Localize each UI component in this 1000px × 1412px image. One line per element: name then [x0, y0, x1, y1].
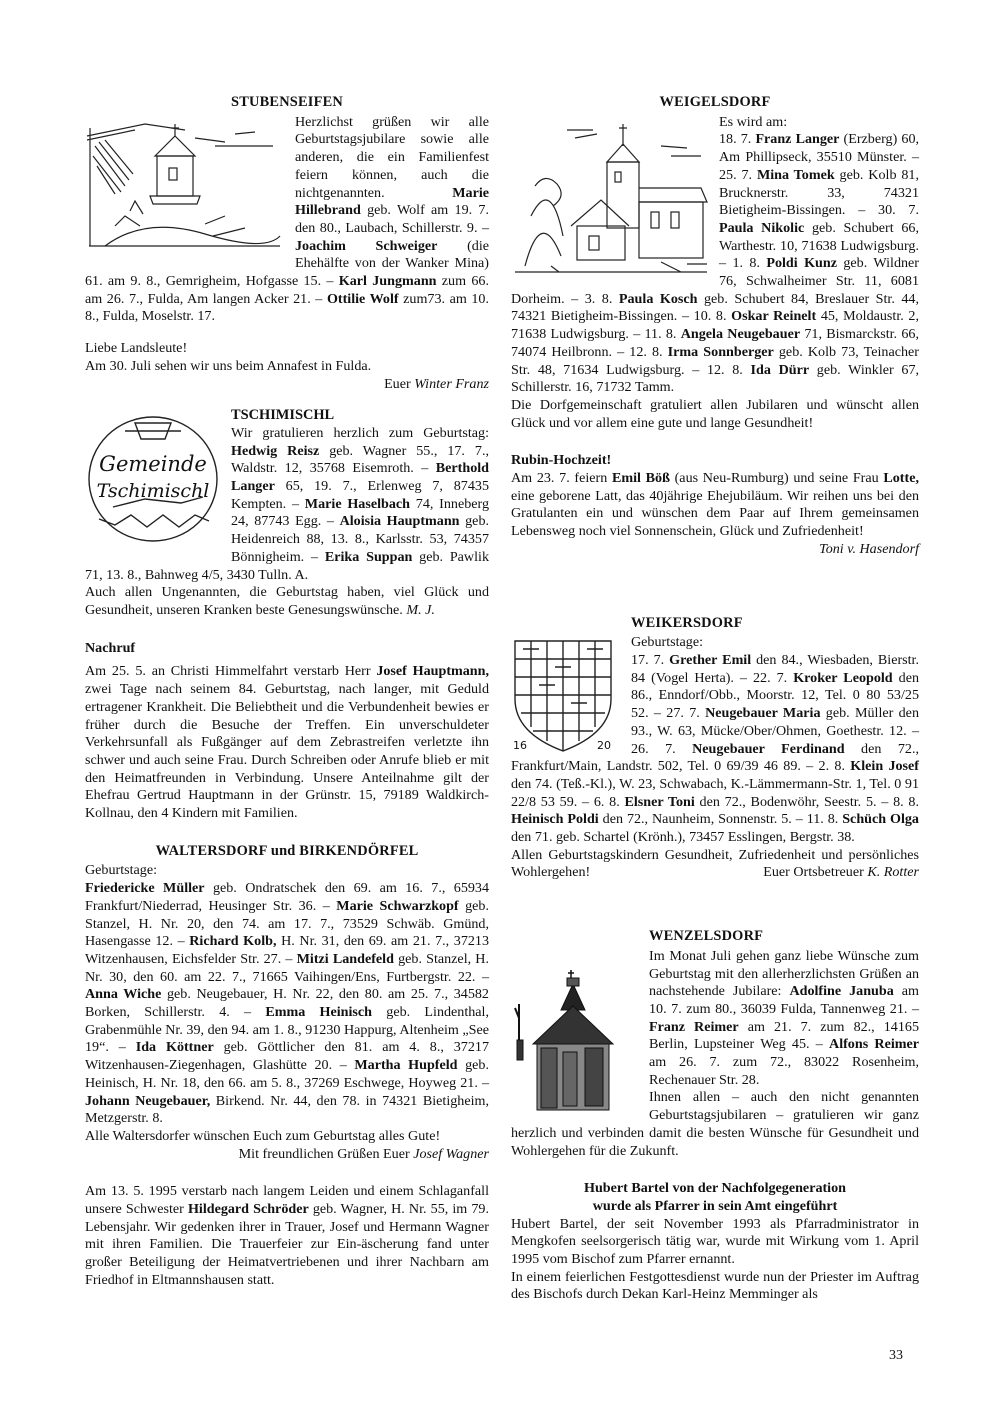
section-title: WALTERSDORF und BIRKENDÖRFEL [155, 842, 419, 859]
church-illustration [85, 116, 285, 256]
article-title-line-2: wurde als Pfarrer in sein Amt eingeführt [592, 1197, 838, 1214]
crest-year-left: 16 [513, 738, 527, 752]
village-church-illustration [511, 116, 709, 280]
section-title: WEIGELSDORF [659, 94, 771, 110]
section-title: Rubin-Hochzeit! [511, 452, 612, 469]
section-obituary-schroeder: Am 13. 5. 1995 verstarb nach langem Leiden und einem Schlaganfall unsere Schwester Hildegard Schröder geb. Wagner, H. Nr. 55, im 79. Lebensjahr. Wir gedenken ihrer in Trauer, Josef und Hermann Wagner mit ihren Familien. Die Trauerfeier zur Ein-äscherung fand unter großer Beteiligung der Heimatvertriebenen und ihrer Nachbarn am Friedhof in Eltmannshausen statt. [85, 1183, 489, 1288]
section-title: WENZELSDORF [649, 928, 764, 945]
right-column [511, 94, 919, 1304]
left-column [85, 94, 489, 1290]
article-paragraph: In einem feierlichen Festgottesdienst wurde nun der Priester im Auftrag des Bischofs durch Dekan Karl-Heinz Memminger als [511, 1268, 919, 1303]
article-title-line-1: Hubert Bartel von der Nachfolgegeneration [583, 1180, 846, 1197]
seal-text-gemeinde: Gemeinde [99, 452, 207, 477]
section-tschimischl: Gemeinde Tschimischl TSCHIMISCHL Wir gratulieren herzlich zum Geburtstag: Hedwig Reisz geb. Wagner 55., 17. 7., Waldstr. 12, 35768 Eisemroth. – Berthold Langer 65, 19. 7., Erlenweg 7, 87435 Kempten. – Marie Haselbach 74, Inneberg 24, 87743 Egg. – Aloisia Hauptmann geb. Heidenreich 88, 13. 8., Karlsstr. 53, 74357 Bönnigheim. – Erika Suppan geb. Pawlik 71, 13. 8., Bahnweg 4/5, 3430 Tulln. A. Auch allen Ungenannten, die Geburtstag haben, viel Glück und Gesundheit, unseren Kranken beste Genesungswünsche. M. J. [85, 407, 490, 618]
crest-year-right: 20 [597, 738, 611, 752]
page-number: 33 [889, 1348, 903, 1363]
section-title: STUBENSEIFEN [231, 94, 343, 110]
section-hubert-bartel [511, 1180, 919, 1304]
section-weikersdorf: 16 20 WEIKERSDORF Geburtstage: 17. 7. Grether Emil den 84., Wiesbaden, Bierstr. 84 (Vogel Herta). – 22. 7. Kroker Leopold den 86., Enndorf/Obb., Moorstr. 12, Tel. 0 80 53/25 52. – 27. 7. Neugebauer Maria geb. Müller den 93., W. 63, Mücke/Ober/Ohmen, Goethestr. 12. – 26. 7. Neugebauer Ferdinand den 72., Frankfurt/Main, Landstr. 502, Tel. 0 69/39 46 89. – 2. 8. Klein Josef den 74. (Teß.-Kl.), W. 23, Schwabach, K.-Lämmermann-Str. 1, Tel. 0 91 22/8 53 59. – 6. 8. Elsner Toni den 72., Bodenwöhr, Seestr. 5. – 8. 8. Heinisch Poldi den 72., Naunheim, Sonnenstr. 5. – 11. 8. Schüch Olga den 71. geb. Schartel (Krönh.), 73457 Esslingen, Bergstr. 38. Allen Geburtstagskindern Gesundheit, Zufriedenheit und persönliches Wohlergehen! Euer Ortsbetreuer K. Rotter [511, 614, 920, 881]
gemeinde-seal [85, 407, 221, 549]
section-wenzelsdorf: WENZELSDORF Im Monat Juli gehen ganz liebe Wünsche zum Geburtstag mit den allerherzlichsten Grüßen an nachstehende Jubilare: Adolfine Januba am 10. 7. zum 80., 36039 Fulda, Tannenweg 21. – Franz Reimer am 21. 7. zum 82., 14165 Berlin, Lupsteiner Weg 45. – Alfons Reimer am 26. 7. zum 72., 83022 Rosenheim, Rechenauer Str. 28. Ihnen allen – auch den nicht genannten Geburtstagsjubilaren – gratulieren wir ganz herzlich und verbinden damit die besten Wünsche für Gesundheit und Wohlergehen für die Zukunft. [511, 928, 919, 1159]
signature: Mit freundlichen Grüßen Euer Josef Wagner [238, 1145, 489, 1162]
section-stubenseifen: STUBENSEIFEN Herzlichst grüßen wir alle Geburtstagsjubilare sowie alle anderen, die ein Familienfest feiern können, auch die nichtgenannten. Marie Hillebrand geb. Wolf am 19. 7. den 80., Laubach, Schillerstr. 9. – Joachim Schweiger (die Ehehälfte von der Wanker Mina) 61. am 9. 8., Gemrigheim, Hofgasse 15. – Karl Jungmann zum 66. am 26. 7., Fulda, Am langen Acker 21. – Ottilie Wolf zum73. am 10. 8., Fulda, Moselstr. 17. Liebe Landsleute! Am 30. Juli sehen wir uns beim Annafest in Fulda. Euer Winter Franz [85, 94, 490, 392]
chapel-photo [511, 948, 635, 1118]
section-title: TSCHIMISCHL [231, 407, 335, 424]
weikersdorf-crest [511, 637, 619, 755]
signature: Euer Winter Franz [384, 375, 489, 392]
seal-text-tschimischl: Tschimischl [96, 480, 210, 503]
section-title: WEIKERSDORF [631, 614, 743, 631]
signature: Toni v. Hasendorf [819, 540, 919, 557]
section-waltersdorf: WALTERSDORF und BIRKENDÖRFEL Geburtstage: Friedericke Müller geb. Ondratschek den 69. am 16. 7., 65934 Frankfurt/Niederrad, Heusinger Str. 36. – Marie Schwarzkopf geb. Stanzel, H. Nr. 20, den 74. am 17. 7., 73529 Schwäb. Gmünd, Hasengasse 12. – Richard Kolb, H. Nr. 31, den 69. am 21. 7., 37213 Witzenhausen, Eichsfelder Str. 27. – Mitzi Landefeld geb. Stanzel, H. Nr. 30, den 60. am 22. 7., 71665 Vaihingen/Ens, Furtbergstr. 22. – Anna Wiche geb. Neugebauer, H. Nr. 22, den 80. am 25. 7., 34582 Borken, Schillerstr. 4. – Emma Heinisch geb. Lindenthal, Grabenmühle Nr. 39, den 94. am 1. 8., 91230 Happurg, Altenheim „See 19“. – Ida Köttner geb. Göttlicher den 81. am 4. 8., 37217 Witzenhausen-Ziegenhagen, Glashütte 20. – Martha Hupfeld geb. Heinisch, H. Nr. 18, den 66. am 5. 8., 37269 Eschwege, Hoyweg 21. – Johann Neugebauer, Birkend. Nr. 44, den 78. in 74321 Bietigheim, Metzgerstr. 8. Alle Waltersdorfer wünschen Euch zum Geburtstag alles Gute! Mit freundlichen Grüßen Euer Josef Wagner [85, 842, 490, 1162]
article-paragraph: Hubert Bartel, der seit November 1993 als Pfarradministrator in Mengkofen seelsorgerisch tätig war, wurde mit Wirkung vom 1. April 1995 vom Bischof zum Pfarrer ernannt. [511, 1215, 919, 1268]
section-weigelsdorf: WEIGELSDORF Es wird am: 18. 7. Franz Langer (Erzberg) 60, Am Phillipseck, 35510 Münster. – 25. 7. Mina Tomek geb. Kolb 81, Brucknerstr. 33, 74321 Bietigheim-Bissingen. – 30. 7. Paula Nikolic geb. Schubert 66, Warthestr. 10, 71638 Ludwigsburg. – 1. 8. Poldi Kunz geb. Wildner 76, Schwalheimer Str. 11, 6081 Dorheim. – 3. 8. Paula Kosch geb. Schubert 84, Breslauer Str. 44, 74321 Bietigheim-Bissingen. – 10. 8. Oskar Reinelt 45, Moldaustr. 2, 71638 Ludwigsburg. – 11. 8. Angela Neugebauer 71, Bismarckstr. 66, 74074 Heilbronn. – 12. 8. Irma Sonnberger geb. Kolb 73, Teinacher Str. 48, 71634 Ludwigsburg. – 12. 8. Ida Dürr geb. Winkler 67, Schillerstr. 16, 71732 Tamm. Die Dorfgemeinschaft gratuliert allen Jubilaren und wünscht allen Glück und vor allem eine gute und lange Gesundheit! [511, 94, 920, 431]
section-title: Nachruf [85, 639, 136, 656]
section-rubin-hochzeit: Rubin-Hochzeit! Am 23. 7. feiern Emil Böß (aus Neu-Rumburg) und seine Frau Lotte, eine geborene Latt, das 40jährige Ehejubiläum. Wir reihen uns bei den Gratulanten ein und wünschen dem Paar auf Ihrem gemeinsamen Lebensweg noch viel Sonnenschein, Glück und Zufriedenheit! Toni v. Hasendorf [511, 452, 919, 557]
section-nachruf: Nachruf Am 25. 5. an Christi Himmelfahrt verstarb Herr Josef Hauptmann, zwei Tage nach seinem 84. Geburtstag, nach langer, mit Geduld ertragener Krankheit. Die Beliebtheit und die Verbundenheit bewies er früher durch die Besuche der Treffen. Ein unverschuldeter Verkehrsunfall als Fußgänger auf dem Zebrastreifen verletzte ihn schwer und auch seine Frau. Durch Schreiben oder Anrufe blieb er mit den Heimatfreunden in Verbindung. Unsere Anteilnahme gilt der Ehefrau Gertrud Hauptmann in der Grünstr. 15, 79189 Waldkirch-Kollnau, den 4 Kindern mit Familien. [85, 639, 489, 822]
annafest-line: Am 30. Juli sehen wir uns beim Annafest in Fulda. [85, 357, 372, 374]
greeting: Liebe Landsleute! [85, 340, 188, 357]
